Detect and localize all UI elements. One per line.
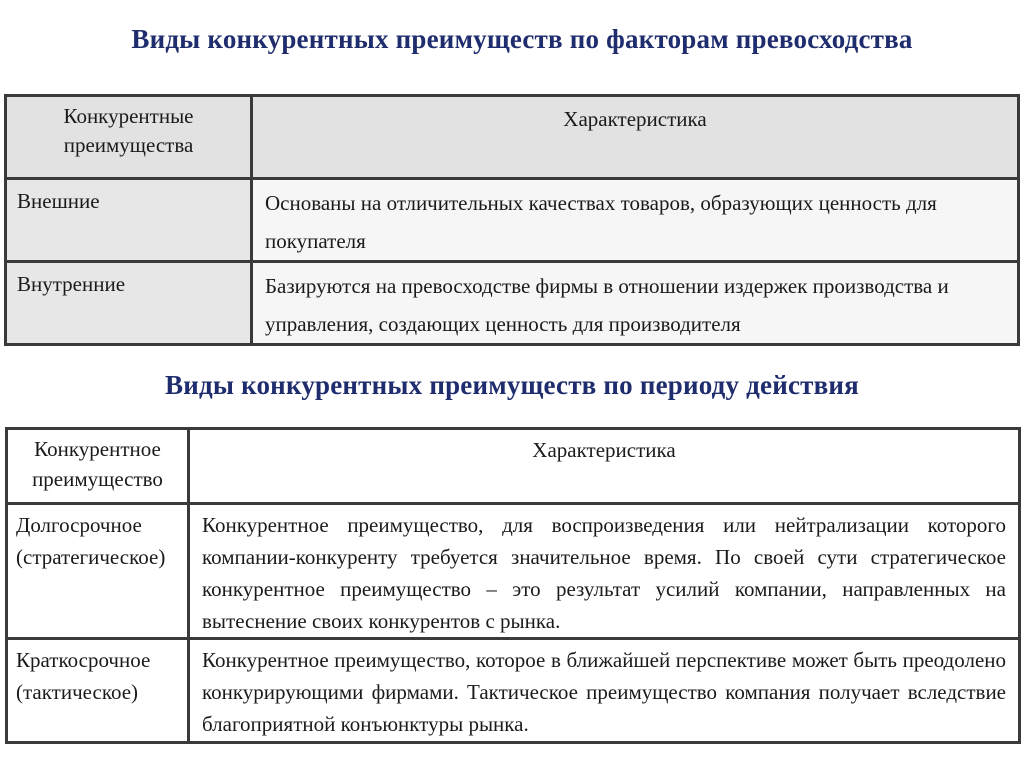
- table-row: [7, 504, 1020, 639]
- header-characteristic: Характеристика: [189, 429, 1020, 504]
- header-characteristic: Характеристика: [252, 96, 1019, 179]
- header-advantages: Конкурентные преимущества: [6, 96, 252, 179]
- table-header-row: [6, 96, 1019, 179]
- row-name: Краткосрочное (тактическое): [7, 639, 189, 743]
- row-description: Конкурентное преимущество, для воспроизведения или нейтрализации которого компании-конкуренту требуется значительное время. По своей сути стратегическое конкурентное преимущество – это результат усилий компании, направленных на вытеснение своих конкурентов с рынка.: [189, 504, 1020, 639]
- row-description: Базируются на превосходстве фирмы в отношении издержек производства и управления, создающих ценность для производителя: [252, 262, 1019, 345]
- table-row: [7, 639, 1020, 743]
- section-title-period: Виды конкурентных преимуществ по периоду действия: [165, 370, 859, 400]
- section-title-factors: Виды конкурентных преимуществ по факторам превосходства: [131, 24, 913, 54]
- row-description: Основаны на отличительных качествах товаров, образующих ценность для покупателя: [252, 179, 1019, 262]
- header-advantage: Конкурентное преимущество: [7, 429, 189, 504]
- table-row: [6, 179, 1019, 262]
- row-name: Долгосрочное (стратегическое): [7, 504, 189, 639]
- row-description: Конкурентное преимущество, которое в ближайшей перспективе может быть преодолено конкурирующими фирмами. Тактическое преимущество компания получает вследствие благоприятной конъюнктуры рынка.: [189, 639, 1020, 743]
- row-name: Внешние: [6, 179, 252, 262]
- factors-table: [4, 94, 1020, 346]
- table-header-row: [7, 429, 1020, 504]
- row-name: Внутренние: [6, 262, 252, 345]
- period-table: [5, 427, 1021, 744]
- table-row: [6, 262, 1019, 345]
